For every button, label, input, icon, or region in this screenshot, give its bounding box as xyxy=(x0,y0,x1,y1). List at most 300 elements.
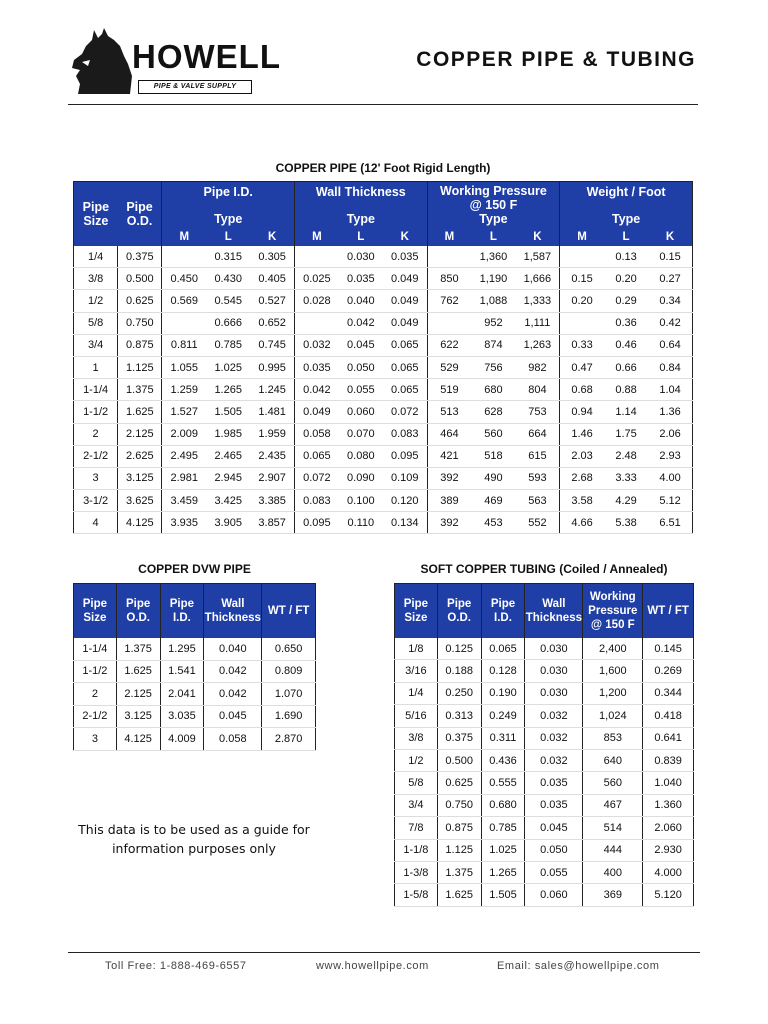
table-cell: 762 xyxy=(427,290,471,312)
table-cell: 0.134 xyxy=(383,512,427,534)
table-cell: 2.495 xyxy=(162,445,206,467)
table-cell: 0.500 xyxy=(437,749,481,771)
soft-copper-table xyxy=(394,583,694,907)
brand-tagline: PIPE & VALVE SUPPLY xyxy=(138,80,252,94)
table-cell: 7/8 xyxy=(395,817,438,839)
header-m: M xyxy=(295,228,339,246)
table-cell xyxy=(427,246,471,268)
table-cell: 518 xyxy=(471,445,515,467)
table-cell: 5/16 xyxy=(395,705,438,727)
table-cell: 0.145 xyxy=(643,638,694,660)
table-cell: 0.125 xyxy=(437,638,481,660)
table-cell: 1.625 xyxy=(437,884,481,906)
table-cell: 0.065 xyxy=(383,379,427,401)
table-cell: 0.032 xyxy=(525,727,583,749)
table-cell: 3/8 xyxy=(395,727,438,749)
table-cell: 3 xyxy=(74,467,118,489)
table-cell: 4.000 xyxy=(643,861,694,883)
table-cell: 1/2 xyxy=(74,290,118,312)
table-cell: 0.344 xyxy=(643,682,694,704)
table-cell: 0.065 xyxy=(383,356,427,378)
table-cell: 2.125 xyxy=(118,423,162,445)
table-cell: 0.032 xyxy=(525,705,583,727)
table-cell: 756 xyxy=(471,356,515,378)
table-cell: 421 xyxy=(427,445,471,467)
table-cell: 1.375 xyxy=(437,861,481,883)
table-cell: 392 xyxy=(427,467,471,489)
table-cell: 0.569 xyxy=(162,290,206,312)
table-cell: 3/4 xyxy=(74,334,118,356)
table-cell: 0.065 xyxy=(295,445,339,467)
table-cell: 0.652 xyxy=(250,312,294,334)
table-cell: 0.15 xyxy=(560,268,604,290)
table-cell: 0.030 xyxy=(339,246,383,268)
table-cell: 0.128 xyxy=(481,660,525,682)
table-cell: 680 xyxy=(471,379,515,401)
table-cell: 1.75 xyxy=(604,423,648,445)
table-cell: 1.265 xyxy=(206,379,250,401)
table-cell: 0.042 xyxy=(204,660,262,683)
table-cell: 0.745 xyxy=(250,334,294,356)
table-cell: 5.12 xyxy=(648,490,692,512)
table-cell: 0.29 xyxy=(604,290,648,312)
table-cell: 0.313 xyxy=(437,705,481,727)
table-cell: 0.035 xyxy=(295,356,339,378)
table-cell: 0.065 xyxy=(481,638,525,660)
wolf-icon xyxy=(68,24,138,98)
table-cell: 2.625 xyxy=(118,445,162,467)
soft-table-body xyxy=(395,638,694,906)
table-cell: 0.809 xyxy=(262,660,316,683)
table-cell: 464 xyxy=(427,423,471,445)
table-cell: 0.032 xyxy=(295,334,339,356)
table-cell: 2.06 xyxy=(648,423,692,445)
table-cell: 1.055 xyxy=(162,356,206,378)
table-cell: 0.049 xyxy=(383,268,427,290)
table-cell: 3.905 xyxy=(206,512,250,534)
header-m: M xyxy=(162,228,206,246)
table-cell: 0.120 xyxy=(383,490,427,512)
header-type-label: Type xyxy=(611,211,641,226)
table-cell: 0.025 xyxy=(295,268,339,290)
table-cell: 0.20 xyxy=(560,290,604,312)
table-cell: 0.650 xyxy=(262,638,316,660)
table-cell: 1,666 xyxy=(516,268,560,290)
column-header: Wall Thickness xyxy=(525,584,583,639)
table-cell: 0.811 xyxy=(162,334,206,356)
table-row xyxy=(395,727,694,749)
table-cell: 0.035 xyxy=(339,268,383,290)
table-cell: 0.405 xyxy=(250,268,294,290)
table-cell xyxy=(427,312,471,334)
table-cell: 0.34 xyxy=(648,290,692,312)
table-cell: 0.042 xyxy=(295,379,339,401)
table-cell xyxy=(162,246,206,268)
table-cell: 3 xyxy=(74,728,117,751)
table-cell: 3.625 xyxy=(118,490,162,512)
column-header: Pipe Size xyxy=(395,584,438,639)
table-row xyxy=(74,268,693,290)
header-k: K xyxy=(250,228,294,246)
table-cell: 0.680 xyxy=(481,794,525,816)
table-cell: 1.259 xyxy=(162,379,206,401)
header-pipe-od: Pipe O.D. xyxy=(118,182,162,247)
header-k: K xyxy=(648,228,692,246)
table-cell: 2.93 xyxy=(648,445,692,467)
table-cell: 0.269 xyxy=(643,660,694,682)
table-row xyxy=(74,356,693,378)
main-table-caption: COPPER PIPE (12' Foot Rigid Length) xyxy=(275,161,491,175)
table-cell: 1.04 xyxy=(648,379,692,401)
table-row xyxy=(74,290,693,312)
table-cell: 3/4 xyxy=(395,794,438,816)
table-row xyxy=(395,884,694,906)
table-cell: 0.545 xyxy=(206,290,250,312)
table-cell: 2.041 xyxy=(160,683,204,706)
table-cell: 0.083 xyxy=(295,490,339,512)
table-cell: 0.33 xyxy=(560,334,604,356)
table-row xyxy=(74,401,693,423)
table-row xyxy=(74,467,693,489)
table-cell: 1.46 xyxy=(560,423,604,445)
table-cell xyxy=(162,312,206,334)
table-row xyxy=(74,705,316,728)
header-pipe-id-label: Pipe I.D. xyxy=(203,184,253,199)
table-cell: 560 xyxy=(471,423,515,445)
table-cell: 2.435 xyxy=(250,445,294,467)
table-cell: 0.666 xyxy=(206,312,250,334)
table-row xyxy=(395,705,694,727)
table-cell: 469 xyxy=(471,490,515,512)
table-cell: 3.459 xyxy=(162,490,206,512)
table-cell: 2-1/2 xyxy=(74,445,118,467)
table-cell: 0.64 xyxy=(648,334,692,356)
table-cell: 3.035 xyxy=(160,705,204,728)
table-cell: 1.505 xyxy=(481,884,525,906)
column-header: Working Pressure @ 150 F xyxy=(583,584,643,639)
table-cell: 1-1/4 xyxy=(74,638,117,660)
table-cell: 952 xyxy=(471,312,515,334)
table-cell: 0.27 xyxy=(648,268,692,290)
table-cell: 0.049 xyxy=(383,312,427,334)
dvw-table-body xyxy=(74,638,316,750)
column-header: Pipe O.D. xyxy=(437,584,481,639)
table-cell: 2.945 xyxy=(206,467,250,489)
table-cell: 0.049 xyxy=(295,401,339,423)
table-row xyxy=(395,839,694,861)
footer-divider xyxy=(68,952,700,953)
table-cell: 0.072 xyxy=(383,401,427,423)
table-cell xyxy=(295,246,339,268)
table-cell: 0.500 xyxy=(118,268,162,290)
table-cell: 3-1/2 xyxy=(74,490,118,512)
table-cell: 0.375 xyxy=(118,246,162,268)
table-cell: 640 xyxy=(583,749,643,771)
table-cell: 874 xyxy=(471,334,515,356)
table-cell: 0.42 xyxy=(648,312,692,334)
table-cell: 0.88 xyxy=(604,379,648,401)
column-header: Pipe O.D. xyxy=(116,584,160,639)
table-cell: 0.095 xyxy=(295,512,339,534)
table-row xyxy=(74,246,693,268)
header-wall-thickness xyxy=(295,182,428,229)
table-cell: 0.050 xyxy=(339,356,383,378)
table-cell: 1,360 xyxy=(471,246,515,268)
table-cell: 1,190 xyxy=(471,268,515,290)
table-cell xyxy=(295,312,339,334)
table-cell: 0.055 xyxy=(339,379,383,401)
header-l: L xyxy=(471,228,515,246)
table-cell: 615 xyxy=(516,445,560,467)
table-cell: 529 xyxy=(427,356,471,378)
table-row xyxy=(74,423,693,445)
table-cell: 0.055 xyxy=(525,861,583,883)
table-cell: 1.070 xyxy=(262,683,316,706)
table-cell: 0.315 xyxy=(206,246,250,268)
table-cell: 1.625 xyxy=(116,660,160,683)
table-cell: 2.907 xyxy=(250,467,294,489)
table-cell: 0.249 xyxy=(481,705,525,727)
table-row xyxy=(395,861,694,883)
table-cell: 1.527 xyxy=(162,401,206,423)
table-cell: 593 xyxy=(516,467,560,489)
table-cell: 0.030 xyxy=(525,638,583,660)
table-cell: 2 xyxy=(74,683,117,706)
column-header: WT / FT xyxy=(262,584,316,639)
table-cell: 1.541 xyxy=(160,660,204,683)
table-cell: 982 xyxy=(516,356,560,378)
table-cell: 0.839 xyxy=(643,749,694,771)
table-cell: 628 xyxy=(471,401,515,423)
table-cell: 0.072 xyxy=(295,467,339,489)
header-type-label: Type xyxy=(479,212,508,226)
table-cell: 0.785 xyxy=(206,334,250,356)
table-cell: 0.035 xyxy=(525,772,583,794)
table-cell: 0.305 xyxy=(250,246,294,268)
copper-pipe-table-body xyxy=(74,246,693,534)
table-cell: 2.060 xyxy=(643,817,694,839)
table-cell: 490 xyxy=(471,467,515,489)
table-cell: 0.625 xyxy=(437,772,481,794)
table-cell: 1.025 xyxy=(206,356,250,378)
table-cell: 3.125 xyxy=(116,705,160,728)
table-cell xyxy=(560,312,604,334)
table-cell: 0.040 xyxy=(204,638,262,660)
table-cell: 0.20 xyxy=(604,268,648,290)
table-cell: 1,333 xyxy=(516,290,560,312)
table-cell: 1.125 xyxy=(118,356,162,378)
table-cell: 0.785 xyxy=(481,817,525,839)
table-cell: 1.505 xyxy=(206,401,250,423)
header-weight-label: Weight / Foot xyxy=(586,184,666,199)
table-cell: 1.295 xyxy=(160,638,204,660)
table-row xyxy=(74,490,693,512)
table-cell: 5/8 xyxy=(74,312,118,334)
table-cell: 1.36 xyxy=(648,401,692,423)
table-row xyxy=(395,817,694,839)
table-cell: 1,111 xyxy=(516,312,560,334)
table-cell: 3.425 xyxy=(206,490,250,512)
table-cell: 1,088 xyxy=(471,290,515,312)
header-m: M xyxy=(560,228,604,246)
dvw-pipe-table xyxy=(73,583,316,751)
header-l: L xyxy=(206,228,250,246)
table-cell: 2.125 xyxy=(116,683,160,706)
table-cell: 0.058 xyxy=(204,728,262,751)
table-cell: 664 xyxy=(516,423,560,445)
table-cell: 2.930 xyxy=(643,839,694,861)
table-cell: 0.375 xyxy=(437,727,481,749)
table-cell: 3/16 xyxy=(395,660,438,682)
table-cell: 4.66 xyxy=(560,512,604,534)
table-cell: 0.436 xyxy=(481,749,525,771)
table-cell: 0.625 xyxy=(118,290,162,312)
table-cell: 0.110 xyxy=(339,512,383,534)
table-row xyxy=(74,334,693,356)
table-cell: 1.245 xyxy=(250,379,294,401)
table-row xyxy=(395,660,694,682)
table-row xyxy=(395,682,694,704)
header-pipe-id xyxy=(162,182,295,229)
table-cell: 1.040 xyxy=(643,772,694,794)
table-cell: 400 xyxy=(583,861,643,883)
table-cell: 0.045 xyxy=(525,817,583,839)
table-cell: 1-1/8 xyxy=(395,839,438,861)
table-cell: 389 xyxy=(427,490,471,512)
table-cell: 753 xyxy=(516,401,560,423)
table-cell: 0.875 xyxy=(118,334,162,356)
table-row xyxy=(74,683,316,706)
table-cell: 4 xyxy=(74,512,118,534)
header-type-label: Type xyxy=(214,211,243,226)
table-cell: 0.042 xyxy=(339,312,383,334)
table-cell: 1/4 xyxy=(395,682,438,704)
header-type-label: Type xyxy=(346,211,375,226)
table-cell: 0.250 xyxy=(437,682,481,704)
table-cell: 5/8 xyxy=(395,772,438,794)
table-cell: 0.040 xyxy=(339,290,383,312)
table-row xyxy=(74,312,693,334)
table-row xyxy=(74,445,693,467)
soft-table-caption: SOFT COPPER TUBING (Coiled / Annealed) xyxy=(420,562,668,576)
table-cell: 850 xyxy=(427,268,471,290)
table-cell: 0.450 xyxy=(162,268,206,290)
table-cell: 4.29 xyxy=(604,490,648,512)
table-row xyxy=(395,749,694,771)
footer-phone: Toll Free: 1-888-469-6557 xyxy=(105,960,247,972)
table-cell: 3.857 xyxy=(250,512,294,534)
table-cell: 0.035 xyxy=(525,794,583,816)
disclaimer-line: This data is to be used as a guide for xyxy=(78,822,310,837)
table-cell: 1/2 xyxy=(395,749,438,771)
table-cell: 2 xyxy=(74,423,118,445)
table-cell: 1.375 xyxy=(116,638,160,660)
table-cell: 0.032 xyxy=(525,749,583,771)
table-cell: 563 xyxy=(516,490,560,512)
table-cell: 0.84 xyxy=(648,356,692,378)
table-row xyxy=(74,728,316,751)
header-pipe-size: Pipe Size xyxy=(74,182,118,247)
table-cell: 1,600 xyxy=(583,660,643,682)
table-cell: 1.360 xyxy=(643,794,694,816)
table-cell: 0.070 xyxy=(339,423,383,445)
table-cell: 0.045 xyxy=(204,705,262,728)
table-cell: 0.030 xyxy=(525,682,583,704)
soft-header-row xyxy=(395,584,694,639)
table-cell: 2.870 xyxy=(262,728,316,751)
table-cell: 1-5/8 xyxy=(395,884,438,906)
table-cell: 0.083 xyxy=(383,423,427,445)
disclaimer-note xyxy=(74,820,314,858)
table-cell: 1.375 xyxy=(118,379,162,401)
table-row xyxy=(395,794,694,816)
table-cell: 0.66 xyxy=(604,356,648,378)
table-cell: 0.47 xyxy=(560,356,604,378)
table-row xyxy=(74,638,316,660)
table-cell: 453 xyxy=(471,512,515,534)
table-cell: 1.14 xyxy=(604,401,648,423)
table-cell: 3.125 xyxy=(118,467,162,489)
table-cell: 0.042 xyxy=(204,683,262,706)
table-cell: 3.33 xyxy=(604,467,648,489)
column-header: Wall Thickness xyxy=(204,584,262,639)
header-l: L xyxy=(339,228,383,246)
header-k: K xyxy=(516,228,560,246)
table-cell: 0.750 xyxy=(437,794,481,816)
table-cell: 0.190 xyxy=(481,682,525,704)
table-cell: 0.555 xyxy=(481,772,525,794)
table-cell: 0.090 xyxy=(339,467,383,489)
table-cell: 0.418 xyxy=(643,705,694,727)
dvw-header-row xyxy=(74,584,316,639)
table-cell: 5.38 xyxy=(604,512,648,534)
table-cell: 0.100 xyxy=(339,490,383,512)
brand-name: HOWELL xyxy=(132,38,281,75)
table-cell: 2.465 xyxy=(206,445,250,467)
table-cell: 1-3/8 xyxy=(395,861,438,883)
column-header: Pipe I.D. xyxy=(160,584,204,639)
table-cell: 0.875 xyxy=(437,817,481,839)
header-k: K xyxy=(383,228,427,246)
table-cell: 0.68 xyxy=(560,379,604,401)
table-cell: 0.035 xyxy=(383,246,427,268)
table-cell: 369 xyxy=(583,884,643,906)
table-cell: 1-1/2 xyxy=(74,401,118,423)
footer-website-link[interactable]: www.howellpipe.com xyxy=(316,960,429,972)
table-cell: 392 xyxy=(427,512,471,534)
table-cell: 1.625 xyxy=(118,401,162,423)
table-cell: 1.025 xyxy=(481,839,525,861)
table-cell: 0.060 xyxy=(339,401,383,423)
table-cell: 3.385 xyxy=(250,490,294,512)
table-cell: 1,587 xyxy=(516,246,560,268)
table-cell: 2.03 xyxy=(560,445,604,467)
table-cell: 853 xyxy=(583,727,643,749)
header-wall-label: Wall Thickness xyxy=(315,184,406,199)
page-title: COPPER PIPE & TUBING xyxy=(416,48,696,71)
table-cell: 3.935 xyxy=(162,512,206,534)
footer-email-link[interactable]: Email: sales@howellpipe.com xyxy=(497,960,660,972)
header-weight-foot xyxy=(560,182,693,229)
table-cell: 0.94 xyxy=(560,401,604,423)
table-cell: 804 xyxy=(516,379,560,401)
table-cell: 6.51 xyxy=(648,512,692,534)
table-cell: 0.058 xyxy=(295,423,339,445)
table-cell: 4.00 xyxy=(648,467,692,489)
table-cell: 2,400 xyxy=(583,638,643,660)
table-cell: 0.050 xyxy=(525,839,583,861)
table-row xyxy=(74,379,693,401)
